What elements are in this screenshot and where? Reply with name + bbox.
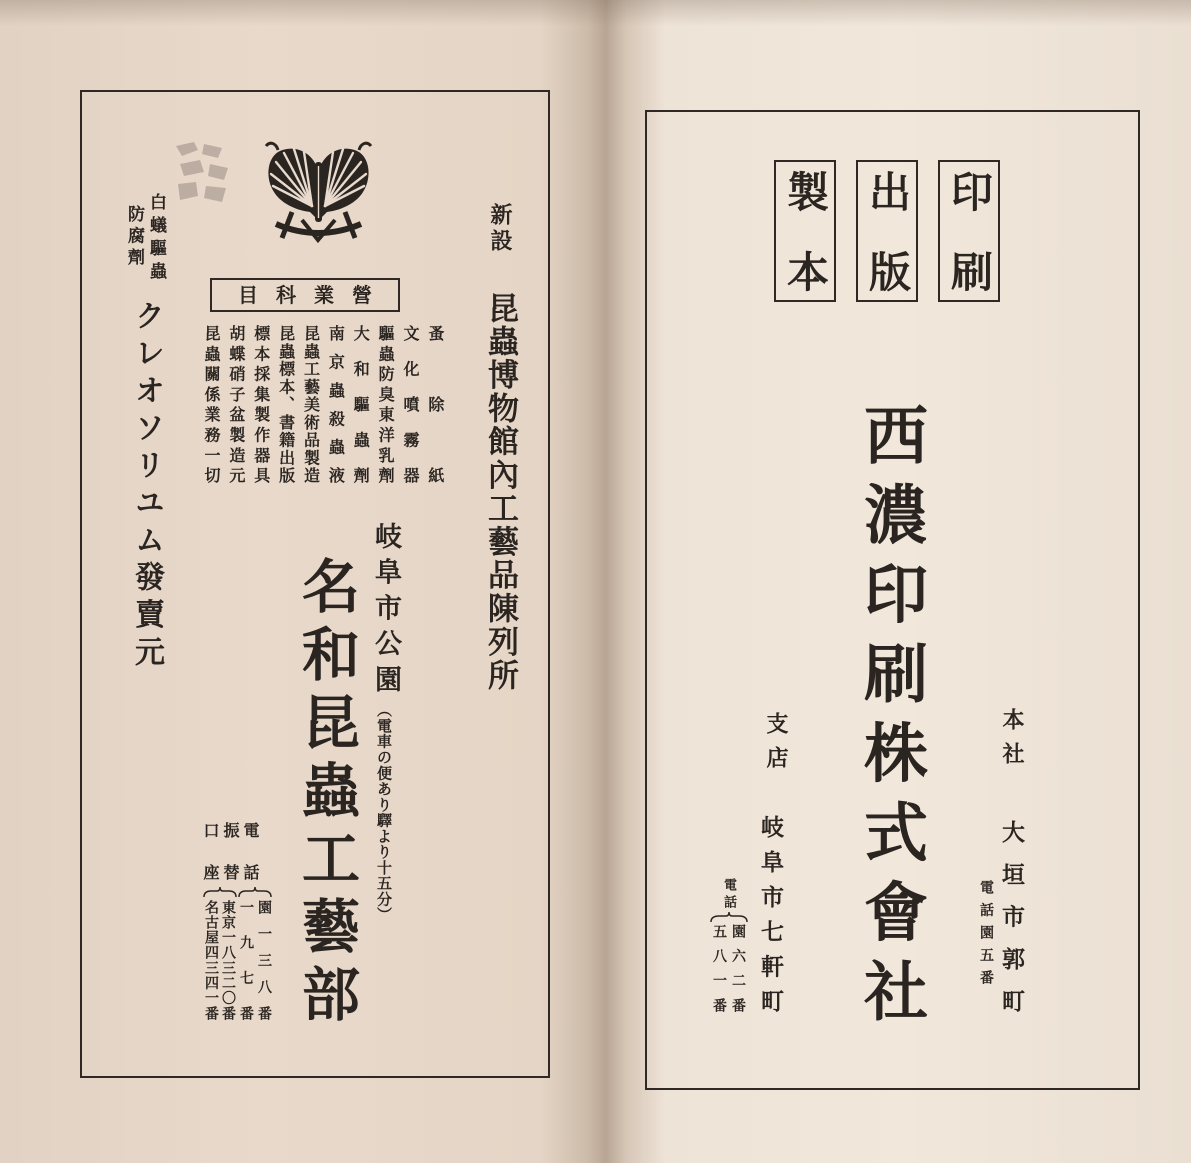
business-item: 標本採集製作器具 [251,325,271,488]
brace-icon [203,886,237,898]
transfer-account: 東京一八三二〇番 [220,900,236,1022]
side-ad-tag-preservative: 防腐劑 [124,205,144,270]
business-item-list [202,325,445,538]
business-item: 大和驅蟲劑 [351,325,371,503]
branch-address: 岐阜市七軒町 [757,815,784,1024]
address: 岐阜市公園 [370,522,401,701]
service-box-printing [938,160,1000,330]
phone-number: 一九七番 [238,900,254,1042]
business-item: 蚤除紙 [425,325,445,538]
company-name: 西濃印刷株式會社 [853,402,928,1038]
head-office-address: 大垣市郭町 [998,820,1025,1032]
branch-phone-number: 園六二番 [730,924,746,1023]
brace-icon [710,911,748,923]
branch-phone-number: 五八一番 [711,924,727,1023]
service-box-publishing [856,160,918,330]
service-label: 製本 [781,170,830,330]
service-label: 印刷 [945,170,994,330]
transfer-label: 振替 [221,822,240,906]
butterfly-emblem-icon [262,140,375,245]
business-item: 昆蟲標本、書籍出版 [276,325,296,485]
transfer-account: 名古屋四三四一番 [203,900,219,1022]
business-item: 文化噴霧器 [401,325,420,503]
new-label: 新設 [487,203,513,255]
head-office-phone: 電話園五番 [978,880,994,993]
branch-phone-label: 電話 [721,878,736,912]
company-name: 名和昆蟲工藝部 [292,556,360,1032]
side-ad-tag-termite: 白蟻驅蟲 [146,193,166,285]
business-item: 胡蝶硝子盆製造元 [226,325,246,488]
branch-label: 支店 [763,712,789,780]
phone-number: 園一三八番 [256,900,272,1033]
service-box-binding [774,160,836,330]
business-item: 南京蟲殺蟲液 [326,325,346,496]
service-label: 出版 [863,170,912,330]
business-item: 驅蟲防臭東洋乳劑 [376,325,396,488]
venue-name: 昆蟲博物館內工藝品陳列所 [482,292,518,693]
business-item: 昆蟲關係業務一切 [202,325,221,488]
access-note: （電車の便あり驛より十五分） [375,702,393,923]
phone-label: 電話 [241,822,260,906]
business-heading: 營業科目 [238,283,390,307]
brace-icon [238,886,272,898]
page-top-shadow [0,0,1191,26]
head-office-label: 本社 [999,708,1025,776]
business-item: 昆蟲工藝美術品製造 [301,325,321,485]
account-label: 口座 [201,822,220,906]
business-heading-box [210,278,400,312]
ink-stamp-icon [170,138,236,208]
side-ad-product: クレオソリユム發賣元 [129,300,164,674]
